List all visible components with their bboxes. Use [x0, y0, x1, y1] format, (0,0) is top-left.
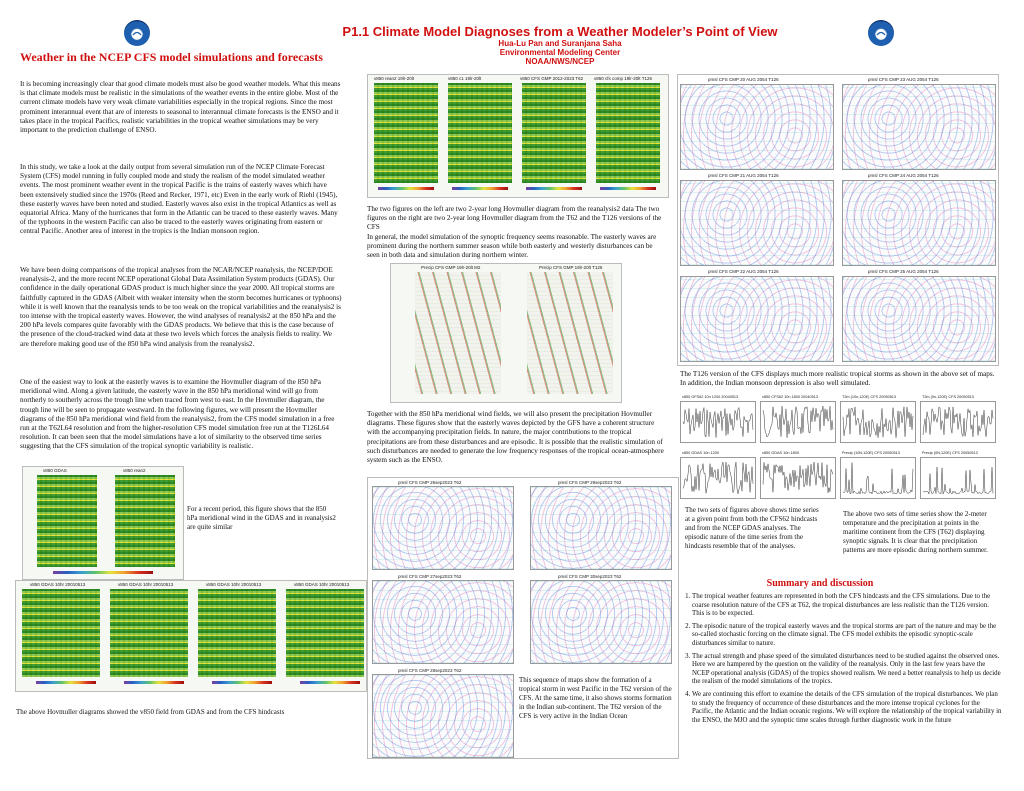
noaa-logo-icon-right	[868, 20, 894, 46]
timeseries-panel	[760, 401, 836, 443]
fig-label: pmsl CFS CMP 28sep2023 T62	[398, 668, 462, 673]
fig-label: v850 GDAS 10hr 20010513	[118, 582, 174, 587]
fig-label: pmsl CFS CMP 29sep2023 T62	[558, 480, 622, 485]
figure-hovmuller-gdas	[22, 466, 184, 580]
fig-label: pmsl CFS CMP 22 AUG 2054 T126	[708, 269, 779, 274]
pressure-map	[842, 180, 996, 266]
precip-panel	[527, 272, 613, 394]
timeseries-line	[923, 407, 993, 437]
timeseries-panel	[680, 401, 756, 443]
precip-description: Together with the 850 hPa meridional wind fields, we will also present the precipitation Hovmuller diagrams. These figures show that the easterly waves depicted by the GFS have a coherent structure with the accompanying precipitation fields. In nature, the major contributions to the tropical precipitations are from these disturbances and are episodic. It is possible that the realistic simulation of such disturbances are needed to generate the low frequency responses of the tropical ocean-atmosphere system such as the ENSO.	[367, 410, 664, 465]
timeseries-label: v850 CFS62 10n 1800 20040513	[762, 395, 818, 399]
comparison-paragraph: We have been doing comparisons of the tropical analyses from the NCAR/NCEP reanalysis, the NCEP/DOE reanalysis-2, and the more recent NCEP operational Global Data Assimilation System products (GDAS). Our confidence in the daily operational GDAS product is much higher since the year 2000. All tropical storms are faithfully captured in the GDAS (Albeit with weaker intensity when the storm becomes hurricanes or typhoons) while it is well known that the reanalysis tends to be too weak on the tropical variabilities and the reanalysis2 is too intense with the tropical easterly waves. However, the wind analyses of reanalysis2 at the 850 hPa and the 200 hPa levels compares quite favorably with the GDAS products. We believe that this is the case because of the presence of the cloud-tracked wind data at these two levels which forces the analysis fields to reality. We are therefore making good use of the 850 hPa wind analysis from the reanalysis2.	[20, 266, 342, 348]
summary-list	[680, 593, 1002, 729]
fig-label: pmsl CFS CMP 27sep2023 T62	[398, 574, 462, 579]
fig-label: v850 rean2 19lr-20lt	[374, 76, 415, 81]
pressure-map	[680, 276, 834, 362]
summary-item: 3. The actual strength and phase speed of the simulated disturbances need to be studied against the observed ones. Here we are hampered by the question on the validity of the reanalysis. Only in the last few years have the NCEP operational analysis (GDAS) of the tropics showed realism. We need a better reanalysis to help us decide the realism of the model simulations of the tropics.	[692, 653, 1002, 687]
timeseries-label: Precip (10N,120E) CFS 20050513	[842, 451, 900, 455]
colorbar	[300, 681, 360, 684]
timeseries-label: T2m (0n,120E) CFS 20050513	[922, 395, 974, 399]
study-paragraph: In this study, we take a look at the daily output from several simulation run of the NCEP Climate Forecast System (CFS) model running in fully coupled mode and study the realism of the model simulated weather events. The most prominent weather event in the tropical Pacific is the trains of easterly waves which have been extensively studied since the 1970s (Reed and Recker, 1971, etc) Even in the early work of Riehl (1945), these easterly waves have been noted and studied. Easterly waves also exist in the tropical Atlantics as well as equatorial Africa. Many of the hurricanes that form in the Atlantic can be traced to these easterly waves. Many of the typhoons in the western Pacific can also be traced to the easterly waves originating from eastern or central Pacific. Another area of interest in the tropics is the Indian monsoon region.	[20, 163, 338, 236]
fig-label: pmsl CFS CMP 24 AUG 2054 T126	[868, 173, 939, 178]
fig-label: Precip CFS GMP 19lr-20lt M2	[421, 265, 481, 270]
figure-t126-maps	[677, 74, 999, 366]
t62-map-caption: This sequence of maps show the formation of a tropical storm in west Pacific in the T62 version of the CFS. At the same time, it also shows storms formation in the Indian sub-continent. The T62 version of the CFS is very active in the Indian Ocean	[519, 676, 672, 720]
pressure-map	[680, 180, 834, 266]
fig-label: v850 GDAS 10hr 20010513	[30, 582, 86, 587]
fig-label: pmsl CFS CMP 21 AUG 2054 T126	[708, 173, 779, 178]
authors: Hua-Lu Pan and Suranjana Saha	[498, 39, 622, 48]
timeseries-grid	[680, 395, 998, 500]
fig-label: v850 GDAS 10hr 20010513	[294, 582, 350, 587]
fig-label: pmsl CFS CMP 30sep2023 T62	[558, 574, 622, 579]
summary-heading: Summary and discussion	[766, 578, 874, 589]
hovmuller-panel	[110, 589, 188, 677]
hovmuller-panel	[596, 83, 660, 183]
timeseries-label: v850 GDAS 10n 1200	[682, 451, 719, 455]
timeseries-label: T2m (10n,120E) CFS 20050513	[842, 395, 897, 399]
fig-label: pmsl CFS CMP 25 AUG 2054 T126	[868, 269, 939, 274]
timeseries-line	[763, 406, 833, 438]
gdas-figure-caption: For a recent period, this figure shows that the 850 hPa meridional wind in the GDAS and in reanalysis2 are quite similar	[187, 505, 336, 531]
pressure-map	[372, 674, 514, 758]
hovmuller-panel	[448, 83, 512, 183]
timeseries-label: Precip (0N,120E) CFS 20050513	[922, 451, 978, 455]
figure-hovmuller-bottom	[15, 580, 367, 692]
summary-item: 1. The tropical weather features are represented in both the CFS hindcasts and the CFS simulations. Due to the coarse resolution nature of the CFS at T62, the tropical disturbances are less realistic than the T126 version. This is to be expected.	[692, 593, 1002, 619]
fig-label: v850 GDAS	[43, 468, 67, 473]
timeseries-line	[683, 462, 753, 494]
timeseries-label: v850 GFS62 10n 1200 20040513	[682, 395, 739, 399]
figure-hovmuller-top	[367, 74, 669, 198]
timeseries-line	[683, 408, 753, 438]
fig-label: v850 c1 19lr-20lt	[448, 76, 482, 81]
section-heading: Weather in the NCEP CFS model simulations and forecasts	[20, 50, 323, 64]
hovmuller-panel	[115, 475, 175, 567]
figure-timeseries	[680, 395, 998, 500]
fig-label: v850 rean2	[123, 468, 146, 473]
fig-label: Precip CFS GMP 19lr-20lt T126	[539, 265, 603, 270]
fig-label: pmsl CFS CMP 20 AUG 2054 T126	[708, 77, 779, 82]
colorbar	[53, 571, 153, 574]
hovmuller-panel	[37, 475, 97, 567]
hovmuller-description: The two figures on the left are two 2-year long Hovmuller diagram from the reanalysis2 data The two figures on the right are two 2-year long Hovmuller diagram from the T62 and the T126 versions of the CFS In general, the model simulation of the synoptic frequency seems reasonable. The easterly waves are prominent during the northern summer season while both easterly and westerly disturbances can be seen in both data and simulation during northern winter.	[367, 205, 662, 260]
poster-title: P1.1 Climate Model Diagnoses from a Weather Modeler’s Point of View	[342, 24, 778, 39]
timeseries-panel	[680, 457, 756, 499]
pressure-map	[842, 84, 996, 170]
timeseries-line	[843, 407, 913, 438]
bottom-figure-caption: The above Hovmuller diagrams showed the v850 field from GDAS and from the CFS hindcasts	[16, 708, 285, 716]
pressure-map	[530, 580, 672, 664]
timeseries-panel	[760, 457, 836, 499]
colorbar	[36, 681, 96, 684]
hovmuller-panel	[522, 83, 586, 183]
timeseries-label: v850 GDAS 10n 1800	[762, 451, 799, 455]
timeseries-panel	[840, 401, 916, 443]
fig-label: v850 cfs comp 19lr-20lt T126	[594, 76, 652, 81]
timeseries-line	[923, 467, 993, 494]
fig-label: v850 GDAS 10hr 20010513	[206, 582, 262, 587]
pressure-map	[372, 486, 514, 570]
precip-panel	[415, 272, 501, 394]
colorbar	[212, 681, 272, 684]
agency: NOAA/NWS/NCEP	[525, 57, 595, 66]
timeseries-caption-right: The above two sets of time series show the 2-meter temperature and the precipitation at points in the maritime continent from the CFS (T62) displaying synoptic signals. It is clear that the precipitation patterns are more episodic during northern summer.	[843, 510, 988, 554]
colorbar	[452, 187, 508, 190]
hovmuller-panel	[286, 589, 364, 677]
pressure-map	[530, 486, 672, 570]
hovmuller-panel	[198, 589, 276, 677]
noaa-logo-icon-left	[124, 20, 150, 46]
fig-label: v850 CFS GMP 2012-2023 T62	[520, 76, 584, 81]
timeseries-panel	[920, 457, 996, 499]
fig-label: pmsl CFS CMP 26sep2023 T62	[398, 480, 462, 485]
t126-description: The T126 version of the CFS displays much more realistic tropical storms as shown in the above set of maps. In addition, the Indian monsoon depression is also well simulated.	[680, 370, 995, 388]
colorbar	[600, 187, 656, 190]
colorbar	[526, 187, 582, 190]
timeseries-caption-left: The two sets of figures above shows time series at a given point from both the CFS62 hindcasts and from the NCEP GDAS analyses. The episodic nature of the time series from the hindcasts resemble that of the analyses.	[685, 506, 819, 550]
fig-label: pmsl CFS CMP 23 AUG 2054 T126	[868, 77, 939, 82]
affiliation: Environmental Modeling Center	[499, 48, 621, 57]
hovmuller-panel	[374, 83, 438, 183]
timeseries-panel	[920, 401, 996, 443]
hovmuller-panel	[22, 589, 100, 677]
intro-paragraph: It is becoming increasingly clear that good climate models must also be good weather models. What this means is that climate models must be realistic in the simulations of the weather events in the entire globe. Most of the current climate models have very weak climate variabilities especially in the tropical regions. Since the most prominent interannual event that are of interests to seasonal to interannual climate forecasts is the ENSO and it takes place in the tropical Pacifics, realistic variabilities in the tropical weather simulations may be very important to the prediction challenge of ENSO.	[20, 80, 341, 135]
timeseries-line	[763, 462, 833, 493]
pressure-map	[372, 580, 514, 664]
timeseries-panel	[840, 457, 916, 499]
timeseries-line	[843, 463, 913, 494]
summary-item: 4. We are continuing this effort to examine the details of the CFS simulation of the tropical disturbances. We plan to study the frequency of occurrence of these disturbances and the more intense tropical cyclones for the Pacific, the Atlantic and the Indian oceanic regions. We will explore the relationship of the tropical variability in the ENSO, the MJO and the synoptic time scales through further diagnostic work in the future	[692, 691, 1002, 725]
colorbar	[124, 681, 184, 684]
colorbar	[378, 187, 434, 190]
pressure-map	[680, 84, 834, 170]
figure-precip-hovmuller	[390, 263, 622, 403]
hovmuller-paragraph: One of the easiest way to look at the easterly waves is to examine the Hovmuller diagram of the 850 hPa meridional wind. Along a given latitude, the easterly wave in the 850 hPa meridional wind will go from northerly to southerly across the trough line when traced from west to east. In the Hovmuller diagram, the trough line will be seen to propagate westward. In the following figures, we will present the Hovmuller diagrams of the 850 hPa meridional wind field from the reanalysis2, from the CFS model simulation in a free run at the T62L64 resolution and from the higher-resolution CFS model simulation free run at the T126L64 resolution. It can been seen that the model simulations have a lot of similarity to the observed time series suggesting that the CFS simulation of the tropical synoptic variability is realistic.	[20, 378, 335, 451]
summary-item: 2. The episodic nature of the tropical easterly waves and the tropical storms are part of the nature and may be the so-called stochastic forcing on the climate signal. The CFS model exhibits the episodic synoptic-scale disturbances similar to nature.	[692, 623, 1002, 649]
pressure-map	[842, 276, 996, 362]
